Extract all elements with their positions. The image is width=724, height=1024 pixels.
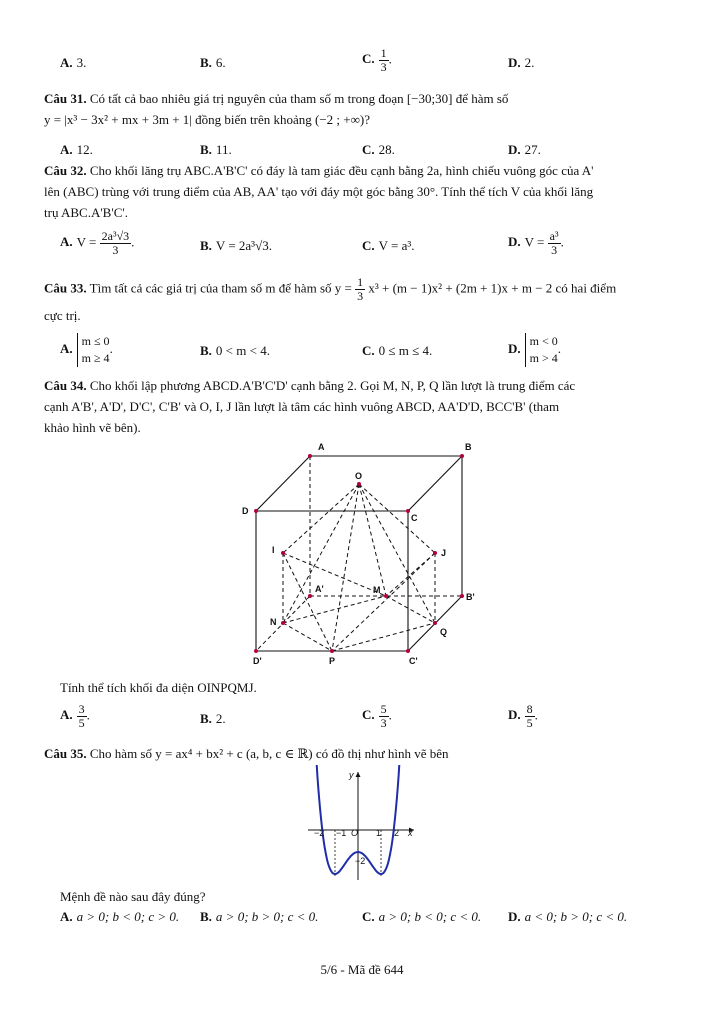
quartic-graph bbox=[305, 765, 420, 885]
x-axis-label: x bbox=[408, 828, 413, 838]
question-34: Câu 34. Cho khối lập phương ABCD.A'B'C'D' cạnh bằng 2. Gọi M, N, P, Q lần lượt là trung điểm các cạnh A'B', A'D', D'C', C'B' và O, I, J lần lượt là tâm các hình vuông ABCD, AA'D'D, BCC'B' (tham khảo hình vẽ bên). bbox=[44, 378, 576, 435]
tick-minus-1: −1 bbox=[336, 828, 347, 838]
label-D: D bbox=[242, 506, 249, 516]
q32-option-b[interactable]: B. V = 2a³√3. bbox=[200, 238, 272, 253]
q34-option-b[interactable]: B. 2. bbox=[200, 711, 226, 726]
question-31-text: Có tất cả bao nhiêu giá trị nguyên của tham số m trong đoạn [−30;30] để hàm số bbox=[89, 91, 509, 106]
label-B-prime: B' bbox=[466, 592, 475, 602]
q35-option-d[interactable]: D. a < 0; b > 0; c < 0. bbox=[508, 909, 628, 924]
question-35: Câu 35. Cho hàm số y = ax⁴ + bx² + c (a, b, c ∈ ℝ) có đồ thị như hình vẽ bên bbox=[44, 746, 449, 761]
question-31-label: Câu 31. bbox=[44, 91, 87, 106]
y-axis-label: y bbox=[349, 770, 354, 780]
prev-option-c: C. $\frac{1}{3}$ . bbox=[362, 46, 392, 74]
q32-option-c[interactable]: C. V = a³. bbox=[362, 238, 415, 253]
question-31 bbox=[44, 88, 684, 130]
question-33-line2: cực trị. bbox=[44, 308, 81, 323]
question-33: Câu 33. Tìm tất cả các giá trị của tham số m để hàm số y = $\frac{1}{3}$ x³ + (m − 1)x² + (2m + 1)x + m − 2 có hai điểm bbox=[44, 275, 617, 303]
prev-option-a: A. 3. bbox=[60, 55, 87, 70]
q31-option-a[interactable]: A. 12. bbox=[60, 142, 93, 157]
label-B: B bbox=[465, 442, 472, 452]
q33-option-d[interactable]: D. m < 0 m > 4. bbox=[508, 334, 561, 365]
q33-option-c[interactable]: C. 0 ≤ m ≤ 4. bbox=[362, 343, 433, 358]
label-M: M bbox=[373, 585, 381, 595]
q31-option-c[interactable]: C. 28. bbox=[362, 142, 395, 157]
y-axis-arrow bbox=[356, 772, 361, 777]
q34-option-d[interactable]: D. $\frac{8}{5}$ . bbox=[508, 702, 538, 730]
question-35-prompt: Mệnh đề nào sau đây đúng? bbox=[60, 889, 206, 904]
label-J: J bbox=[441, 548, 447, 558]
label-I: I bbox=[272, 545, 275, 555]
page-footer: 5/6 - Mã đề 644 bbox=[320, 962, 404, 977]
q33-option-b[interactable]: B. 0 < m < 4. bbox=[200, 343, 270, 358]
label-P: P bbox=[329, 656, 336, 666]
q35-option-c[interactable]: C. a > 0; b < 0; c < 0. bbox=[362, 909, 482, 924]
prev-option-d: D. 2. bbox=[508, 55, 535, 70]
origin-label: O bbox=[351, 828, 359, 838]
q34-option-a[interactable]: A. $\frac{3}{5}$ . bbox=[60, 702, 90, 730]
label-O: O bbox=[355, 471, 363, 481]
tick-1: 1 bbox=[376, 828, 382, 838]
tick-2: 2 bbox=[394, 828, 400, 838]
label-A: A bbox=[318, 442, 325, 452]
prev-option-b: B. 6. bbox=[200, 55, 226, 70]
tick-y-minus-2: −2 bbox=[355, 856, 366, 866]
tick-minus-2: −2 bbox=[314, 828, 325, 838]
question-31-function: y = |x³ − 3x² + mx + 3m + 1| đồng biến trên khoảng (−2 ; +∞)? bbox=[44, 112, 370, 127]
label-Q: Q bbox=[440, 627, 448, 637]
label-N: N bbox=[270, 617, 277, 627]
label-A-prime: A' bbox=[315, 584, 324, 594]
question-34-prompt: Tính thể tích khối đa diện OINPQMJ. bbox=[60, 680, 257, 695]
q35-option-a[interactable]: A. a > 0; b < 0; c > 0. bbox=[60, 909, 180, 924]
question-32-label: Câu 32. bbox=[44, 163, 87, 178]
q33-option-a[interactable]: A. m ≤ 0 m ≥ 4. bbox=[60, 334, 113, 365]
q32-option-d[interactable]: D. V = $\frac{\text{a³}}{3}$ . bbox=[508, 229, 564, 257]
q32-option-a[interactable]: A. V = $\frac{\text{2a³√3}}{3}$ . bbox=[60, 229, 135, 257]
cube-figure bbox=[230, 438, 500, 673]
label-C: C bbox=[411, 513, 418, 523]
question-32: Câu 32. Cho khối lăng trụ ABC.A'B'C' có đáy là tam giác đều cạnh bằng 2a, hình chiếu vuông góc của A' lên (ABC) trùng với trung điểm của AB, AA' tạo với đáy một góc bằng 30°. Tính thể tích V của khối lăng trụ ABC.A'B'C'. bbox=[44, 163, 594, 220]
label-D-prime: D' bbox=[253, 656, 262, 666]
label-C-prime: C' bbox=[409, 656, 418, 666]
q31-option-b[interactable]: B. 11. bbox=[200, 142, 232, 157]
q35-option-b[interactable]: B. a > 0; b > 0; c < 0. bbox=[200, 909, 319, 924]
q34-option-c[interactable]: C. $\frac{5}{3}$ . bbox=[362, 702, 392, 730]
q31-option-d[interactable]: D. 27. bbox=[508, 142, 541, 157]
